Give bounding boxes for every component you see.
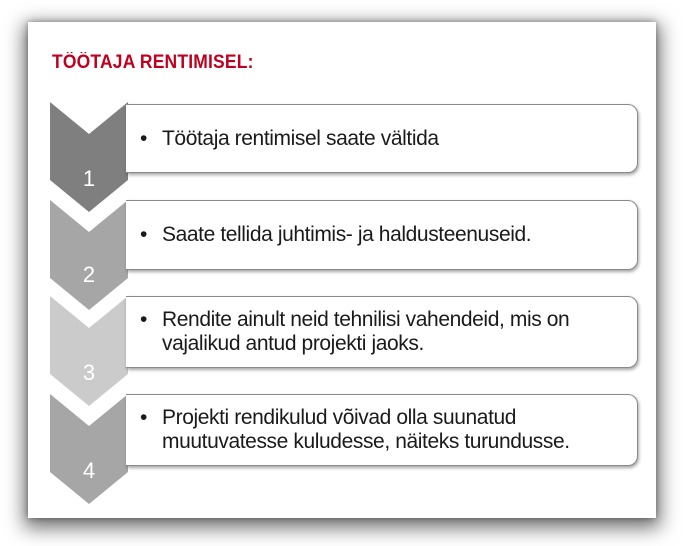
slide-title: TÖÖTAJA RENTIMISEL: bbox=[52, 52, 254, 73]
bullet-icon: • bbox=[140, 126, 147, 150]
bullet-icon: • bbox=[140, 406, 147, 429]
step-number-1: 1 bbox=[82, 166, 96, 191]
step-item-2 bbox=[140, 223, 629, 247]
chevron-shape-3 bbox=[50, 296, 128, 406]
chevron-shape-2 bbox=[50, 200, 128, 310]
slide bbox=[28, 22, 656, 518]
chevron-shape-1 bbox=[50, 102, 128, 212]
step-item-3 bbox=[140, 308, 629, 356]
step-text-3: Rendite ainult neid tehnilisi vahendeid, mis on vajalikud antud projekti jaoks. bbox=[162, 308, 570, 355]
step-number-4: 4 bbox=[82, 458, 96, 483]
step-box-3 bbox=[126, 296, 638, 368]
chevron-shape-4 bbox=[50, 394, 128, 504]
step-box-1 bbox=[126, 104, 638, 173]
step-box-2 bbox=[126, 200, 638, 270]
step-number-3: 3 bbox=[82, 360, 96, 385]
step-text-1: Töötaja rentimisel saate vältida bbox=[162, 126, 439, 150]
step-text-2: Saate tellida juhtimis- ja haldusteenuseid. bbox=[162, 223, 532, 246]
bullet-icon: • bbox=[140, 308, 147, 331]
step-item-4 bbox=[140, 406, 629, 454]
step-box-4 bbox=[126, 394, 638, 466]
bullet-icon: • bbox=[140, 223, 147, 246]
step-number-2: 2 bbox=[82, 262, 96, 287]
step-text-4: Projekti rendikulud võivad olla suunatud muutuvatesse kuludesse, näiteks turundusse. bbox=[162, 406, 570, 453]
step-item-1 bbox=[140, 127, 629, 151]
